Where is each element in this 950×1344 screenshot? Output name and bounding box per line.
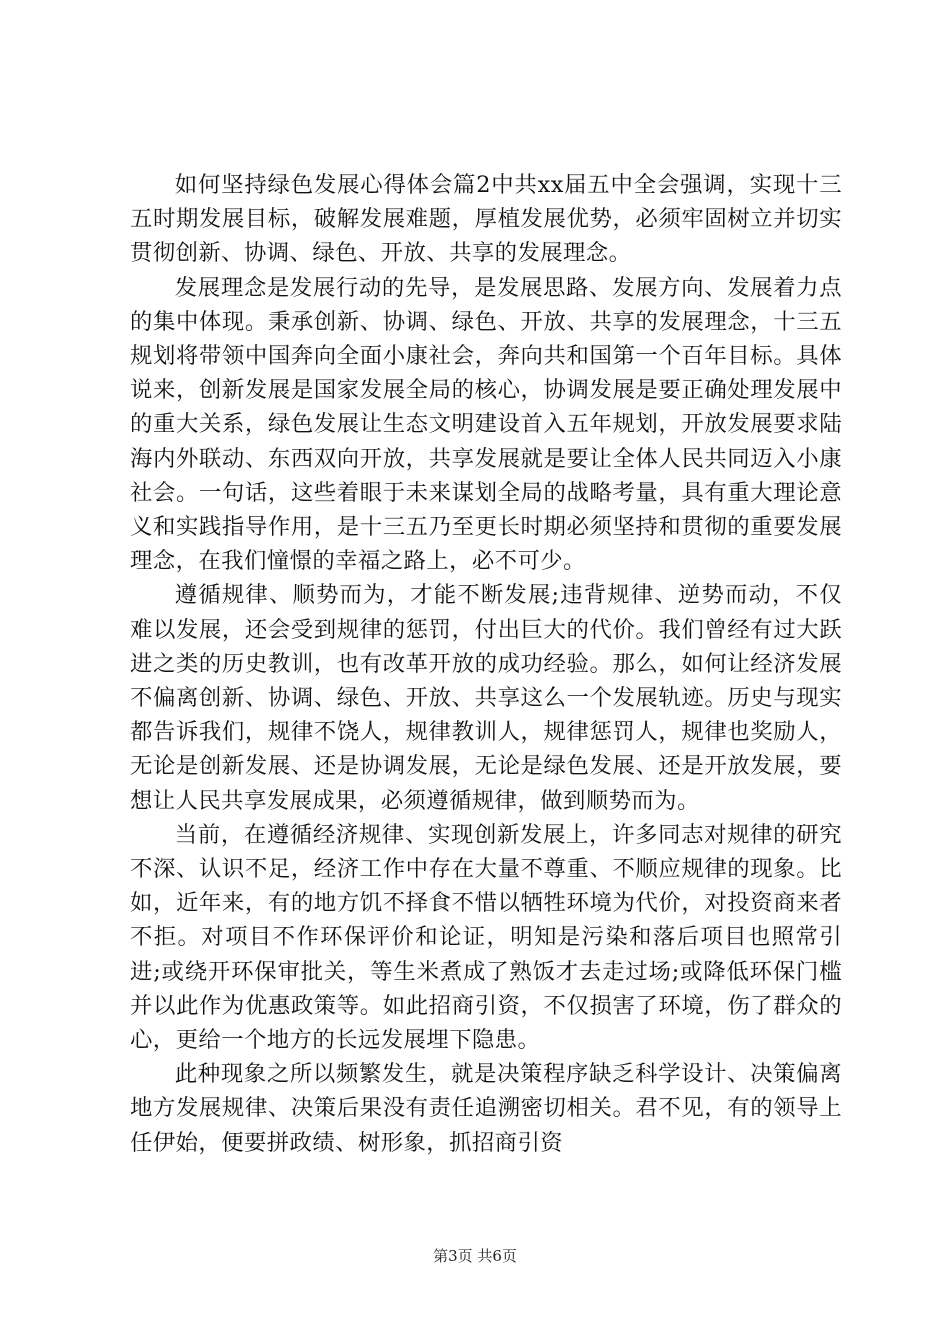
paragraph-5: 此种现象之所以频繁发生，就是决策程序缺乏科学设计、决策偏离地方发展规律、决策后果没有责任追溯密切相关。君不见，有的领导上任伊始，便要拼政绩、树形象，抓招商引资 [130, 1061, 842, 1156]
paragraph-4: 当前，在遵循经济规律、实现创新发展上，许多同志对规律的研究不深、认识不足，经济工作中存在大量不尊重、不顺应规律的现象。比如，近年来，有的地方饥不择食不惜以牺牲环境为代价，对投资商来者不拒。对项目不作环保评价和论证，明知是污染和落后项目也照常引进;或绕开环保审批关，等生米煮成了熟饭才去走过场;或降低环保门槛并以此作为优惠政策等。如此招商引资，不仅损害了环境，伤了群众的心，更给一个地方的长远发展埋下隐患。 [130, 821, 842, 1054]
paragraph-3: 遵循规律、顺势而为，才能不断发展;违背规律、逆势而动，不仅难以发展，还会受到规律的惩罚，付出巨大的代价。我们曾经有过大跃进之类的历史教训，也有改革开放的成功经验。那么，如何让经济发展不偏离创新、协调、绿色、开放、共享这么一个发展轨迹。历史与现实都告诉我们，规律不饶人，规律教训人，规律惩罚人，规律也奖励人，无论是创新发展、还是协调发展，无论是绿色发展、还是开放发展，要想让人民共享发展成果，必须遵循规律，做到顺势而为。 [130, 582, 842, 814]
page-footer: 第3页 共6页 [433, 1247, 517, 1265]
document-body [130, 168, 842, 1160]
paragraph-1: 如何坚持绿色发展心得体会篇2中共xx届五中全会强调，实现十三五时期发展目标，破解发展难题，厚植发展优势，必须牢固树立并切实贯彻创新、协调、绿色、开放、共享的发展理念。 [130, 172, 842, 267]
paragraph-2: 发展理念是发展行动的先导，是发展思路、发展方向、发展着力点的集中体现。秉承创新、协调、绿色、开放、共享的发展理念，十三五规划将带领中国奔向全面小康社会，奔向共和国第一个百年目标。具体说来，创新发展是国家发展全局的核心，协调发展是要正确处理发展中的重大关系，绿色发展让生态文明建设首入五年规划，开放发展要求陆海内外联动、东西双向开放，共享发展就是要让全体人民共同迈入小康社会。一句话，这些着眼于未来谋划全局的战略考量，具有重大理论意义和实践指导作用，是十三五乃至更长时期必须坚持和贯彻的重要发展理念，在我们憧憬的幸福之路上，必不可少。 [130, 274, 842, 575]
